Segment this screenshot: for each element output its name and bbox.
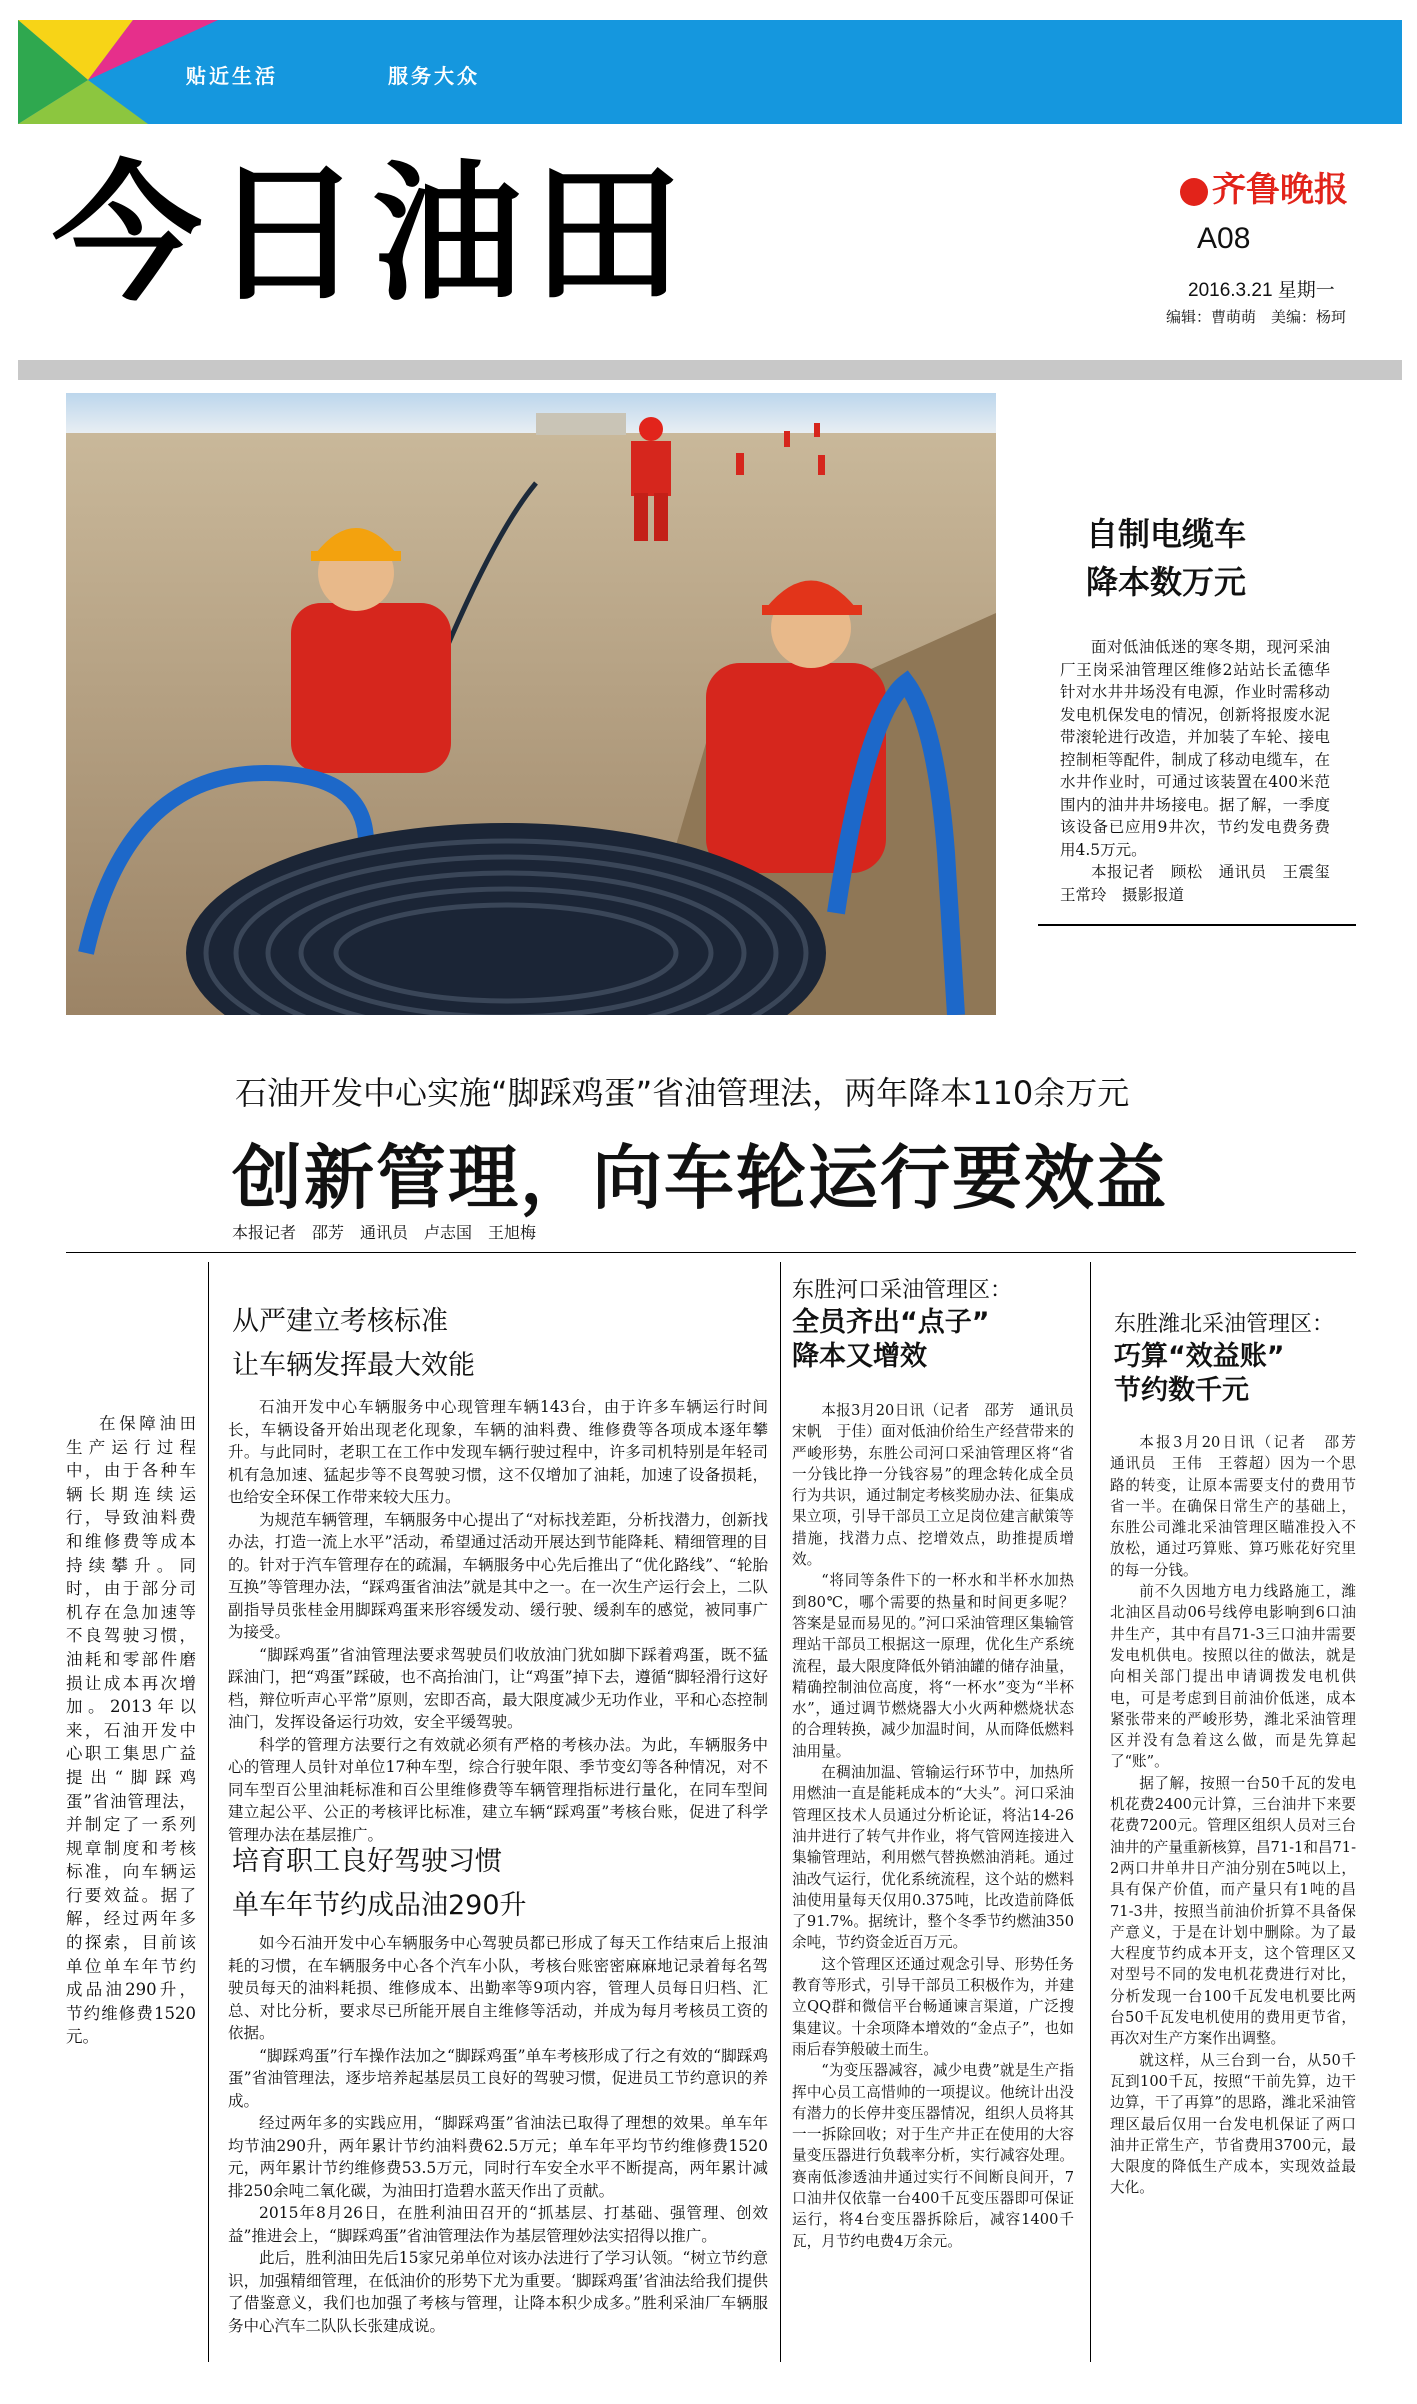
col4-paragraph: 据了解，按照一台50千瓦的发电机花费2400元计算，三台油井下来要花费7200元。管理区组织人员对三台油井的产量重新核算，昌71-1和昌71-2两口井单井日产油分别在5吨以上，具有保产价值，而产量只有1吨的昌71-3井，按照当前油价折算不具备保产意义，于是在计划中删除。为了最大程度节约成本开支，这个管理区又对型号不同的发电机花费进行对比，分析发现一台100千瓦发电机要比两台50千瓦发电机使用的费用更节省，再次对生产方案作出调整。 xyxy=(1110,1774,1357,2048)
section2-title-line2: 单车年节约成品油290升 xyxy=(232,1890,527,1921)
intro-text: 在保障油田生产运行过程中，由于各种车辆长期连续运行，导致油料费和维修费等成本持续攀升。同时，由于部分司机存在急加速等不良驾驶习惯，油耗和零部件磨损让成本再次增加。2013年以来，石油开发中心职工集思广益提出“脚踩鸡蛋”省油管理法，并制定了一系列规章制度和考核标准，向车辆运行要效益。据了解，经过两年多的探索，目前该单位单车年节约成品油290升，节约维修费1520元。 xyxy=(66,1414,196,2047)
photo-story-byline: 本报记者 顾松 通讯员 王震玺 王常玲 摄影报道 xyxy=(1060,863,1346,904)
col4-paragraph: 就这样，从三台到一台，从50千瓦到100千瓦，按照“干前先算，边干边算，干了再算”的思路，潍北采油管理区最后仅用一台发电机保证了两口油井正常生产，节省费用3700元，最大限度的降低生产成本，实现效益最大化。 xyxy=(1110,2051,1356,2197)
photo-story-title-line2: 降本数万元 xyxy=(1086,563,1247,601)
section2-paragraph: 如今石油开发中心车辆服务中心驾驶员都已形成了每天工作结束后上报油耗的习惯，在车辆服务中心各个汽车小队，考核台账密密麻麻地记录着每名驾驶员每天的油料耗损、维修成本、出勤率等9项内容，管理人员每日归档、汇总、对比分析，要求尽已所能开展自主维修等活动，并成为每月考核员工资的依据。 xyxy=(228,1934,768,2042)
oilfield-workers-photo xyxy=(66,393,996,1015)
photo-story-body xyxy=(1060,636,1346,906)
section2-paragraph: 此后，胜利油田先后15家兄弟单位对该办法进行了学习认领。“树立节约意识，加强精细管理，在低油价的形势下尤为重要。‘脚踩鸡蛋’省油法给我们提供了借鉴意义，我们也加强了考核与管理，让降本积少成多。”胜利采油厂车辆服务中心汽车二队队长张建成说。 xyxy=(228,2249,768,2335)
news-photo xyxy=(66,393,996,1015)
section2-body xyxy=(228,1932,768,2337)
main-byline: 本报记者 邵芳 通讯员 卢志国 王旭梅 xyxy=(232,1223,537,1242)
editor-credits: 编辑：曹萌萌 美编：杨珂 xyxy=(1166,308,1347,326)
col4-paragraph: 本报3月20日讯（记者 邵芳 通讯员 王伟 王蓉超）因为一个思路的转变，让原本需要支付的费用节省一半。在确保日常生产的基础上，东胜公司潍北采油管理区瞄准投入不放松，通过巧算账、算巧账花好究里的每一分钱。 xyxy=(1110,1434,1371,1579)
col3-paragraph: “为变压器减容，减少电费”就是生产指挥中心员工高惜帅的一项提议。他统计出没有潜力的长停井变压器情况，组织人员将其一一拆除回收；对于生产井正在使用的大容量变压器进行负载率分析，实行减容处理。赛南低渗透油井通过实行不间断良间开，7口油井仅依靠一台400千瓦变压器即可保证运行，将4台变压器拆除后，减容1400千瓦，月节约电费4万余元。 xyxy=(792,2062,1074,2250)
col4-paragraph: 前不久因地方电力线路施工，潍北油区昌动06号线停电影响到6口油井生产，其中有昌71-3三口油井需要发电机供电。按照以往的做法，就是向相关部门提出申请调拨发电机供电，可是考虑到目前油价低迷，成本紧张带来的严峻形势，潍北采油管理区并没有急着这么做，而是先算起了“账”。 xyxy=(1110,1583,1356,1771)
col4-title-line3: 节约数千元 xyxy=(1114,1375,1249,1406)
column-divider-3 xyxy=(1090,1262,1091,2362)
section2-title-line1: 培育职工良好驾驶习惯 xyxy=(232,1846,502,1877)
column-divider-2 xyxy=(780,1262,781,2362)
section1-paragraph: 为规范车辆管理，车辆服务中心提出了“对标找差距，分析找潜力，创新找办法，打造一流上水平”活动，希望通过活动开展达到节能降耗、精细管理的目的。针对于汽车管理存在的疏漏，车辆服务中心先后推出了“优化路线”、“轮胎互换”等管理办法，“踩鸡蛋省油法”就是其中之一。在一次生产运行会上，二队副指导员张桂金用脚踩鸡蛋来形容缓发动、缓行驶、缓刹车的感觉，被同事广为接受。 xyxy=(228,1510,768,1641)
issue-date: 2016.3.21 星期一 xyxy=(1188,280,1335,301)
col4-title-line1: 东胜潍北采油管理区： xyxy=(1114,1312,1335,1337)
col3-title-line1: 东胜河口采油管理区： xyxy=(792,1278,1013,1303)
col3-paragraph: 在稠油加温、管输运行环节中，加热所用燃油一直是能耗成本的“大头”。河口采油管理区技术人员通过分析论证，将沾14-26油井进行了转气井作业，将气管网连接进入集输管理站，利用燃气替换燃油消耗。通过油改气运行，优化系统流程，这个站的燃料油使用量每天仅用0.375吨，比改造前降低了91.7%。据统计，整个冬季节约燃油350余吨，节约资金近百万元。 xyxy=(792,1764,1074,1952)
col4-title-line2: 巧算“效益账” xyxy=(1114,1341,1285,1372)
col3-paragraph: “将同等条件下的一杯水和半杯水加热到80℃，哪个需要的热量和时间更多呢？答案是显而易见的。”河口采油管理区集输管理站干部员工根据这一原理，优化生产系统流程，最大限度降低外销油罐的储存油量，精确控制油位高度，将“一杯水”变为“半杯水”，通过调节燃烧器大小火两种燃烧状态的合理转换，减少加温时间，从而降低燃料油用量。 xyxy=(792,1572,1074,1760)
col4-title xyxy=(1114,1310,1334,1408)
newspaper-name: 齐鲁晚报 xyxy=(1212,170,1348,210)
section2-title xyxy=(232,1840,527,1928)
col3-title xyxy=(792,1276,1012,1374)
logo-mark-icon xyxy=(1180,178,1208,206)
photo-story-rule xyxy=(1038,924,1356,926)
section2-paragraph: “脚踩鸡蛋”行车操作法加之“脚踩鸡蛋”单车考核形成了行之有效的“脚踩鸡蛋”省油管理法，逐步培养起基层员工良好的驾驶习惯，促进员工节约意识的养成。 xyxy=(228,2046,768,2110)
newspaper-logo xyxy=(1180,162,1348,211)
headline-rule xyxy=(66,1252,1356,1253)
banner-slogan-left: 贴近生活 xyxy=(186,64,278,88)
col3-paragraph: 这个管理区还通过观念引导、形势任务教育等形式，引导干部员工积极作为，并建立QQ群和微信平台畅通谏言渠道，广泛搜集建议。十余项降本增效的“金点子”，也如雨后春笋般破土而生。 xyxy=(792,1955,1074,2058)
col3-paragraph: 本报3月20日讯（记者 邵芳 通讯员 宋帆 于佳）面对低油价给生产经营带来的严峻形势，东胜公司河口采油管理区将“省一分钱比挣一分钱容易”的理念转化成全员行为共识，通过制定考核奖励办法、征集成果立项，引导干部员工立足岗位建言献策等措施，找潜力点、挖增效点，助推提质增效。 xyxy=(792,1402,1089,1569)
col3-title-line2: 全员齐出“点子” xyxy=(792,1307,990,1338)
column-divider-1 xyxy=(208,1262,209,2362)
section1-paragraph: “脚踩鸡蛋”省油管理法要求驾驶员们收放油门犹如脚下踩着鸡蛋，既不猛踩油门，把“鸡蛋”踩破，也不高抬油门，让“鸡蛋”掉下去，遵循“脚轻滑行这好档，辩位听声心平常”原则，宏即否高，最大限度减少无功作业，平和心态控制油门，发挥设备运行功效，安全平缓驾驶。 xyxy=(228,1645,768,1731)
main-kicker: 石油开发中心实施“脚踩鸡蛋”省油管理法，两年降本110余万元 xyxy=(235,1074,1130,1112)
col3-title-line3: 降本又增效 xyxy=(792,1341,927,1372)
photo-story-text: 面对低油低迷的寒冬期，现河采油厂王岗采油管理区维修2站站长孟德华针对水井井场没有电源，作业时需移动发电机保发电的情况，创新将报废水泥带滚轮进行改造，并加装了车轮、接电控制柜等配件，制成了移动电缆车，在水井作业时，可通过该装置在400米范围内的油井井场接电。据了解，一季度该设备已应用9井次，节约发电费务费用4.5万元。 xyxy=(1060,638,1330,859)
section1-paragraph: 科学的管理方法要行之有效就必须有严格的考核办法。为此，车辆服务中心的管理人员针对单位17种车型，综合行驶年限、季节变幻等各种情况，对不同车型百公里油耗标准和百公里维修费等车辆管理指标进行量化，在同车型间建立起公平、公正的考核评比标准，建立车辆“踩鸡蛋”考核台账，促进了科学管理办法在基层推广。 xyxy=(228,1735,768,1844)
top-banner xyxy=(18,20,1402,124)
banner-slogan-right: 服务大众 xyxy=(388,64,480,88)
intro-column xyxy=(66,1412,196,2049)
section1-title-line1: 从严建立考核标准 xyxy=(232,1306,448,1337)
page-number: A08 xyxy=(1197,222,1251,255)
col3-body xyxy=(792,1400,1089,2252)
photo-story-title-line1: 自制电缆车 xyxy=(1086,515,1247,553)
section1-title-line2: 让车辆发挥最大效能 xyxy=(232,1350,475,1381)
section2-paragraph: 2015年8月26日，在胜利油田召开的“抓基层、打基础、强管理、创效益”推进会上，“脚踩鸡蛋”省油管理法作为基层管理妙法实招得以推广。 xyxy=(228,2204,768,2245)
section1-title xyxy=(232,1300,475,1388)
section1-body xyxy=(228,1396,768,1846)
main-headline: 创新管理，向车轮运行要效益 xyxy=(232,1137,1168,1219)
section-masthead: 今日油田 xyxy=(52,148,693,322)
section2-paragraph: 经过两年多的实践应用，“脚踩鸡蛋”省油法已取得了理想的效果。单车年均节油290升，两年累计节约油料费62.5万元；单车年平均节约维修费1520元，两年累计节约维修费53.5万元，同时行车安全水平不断提高，两年累计减排250余吨二氧化碳，为油田打造碧水蓝天作出了贡献。 xyxy=(228,2114,768,2200)
photo-story-headline xyxy=(1086,510,1246,606)
gray-rule xyxy=(18,360,1402,380)
section1-paragraph: 石油开发中心车辆服务中心现管理车辆143台，由于许多车辆运行时间长，车辆设备开始出现老化现象，车辆的油料费、维修费等各项成本逐年攀升。与此同时，老职工在工作中发现车辆行驶过程中，许多司机特别是年轻司机有急加速、猛起步等不良驾驶习惯，这不仅增加了油耗，加速了设备损耗，也给安全环保工作带来较大压力。 xyxy=(228,1398,768,1506)
col4-body xyxy=(1110,1432,1371,2199)
